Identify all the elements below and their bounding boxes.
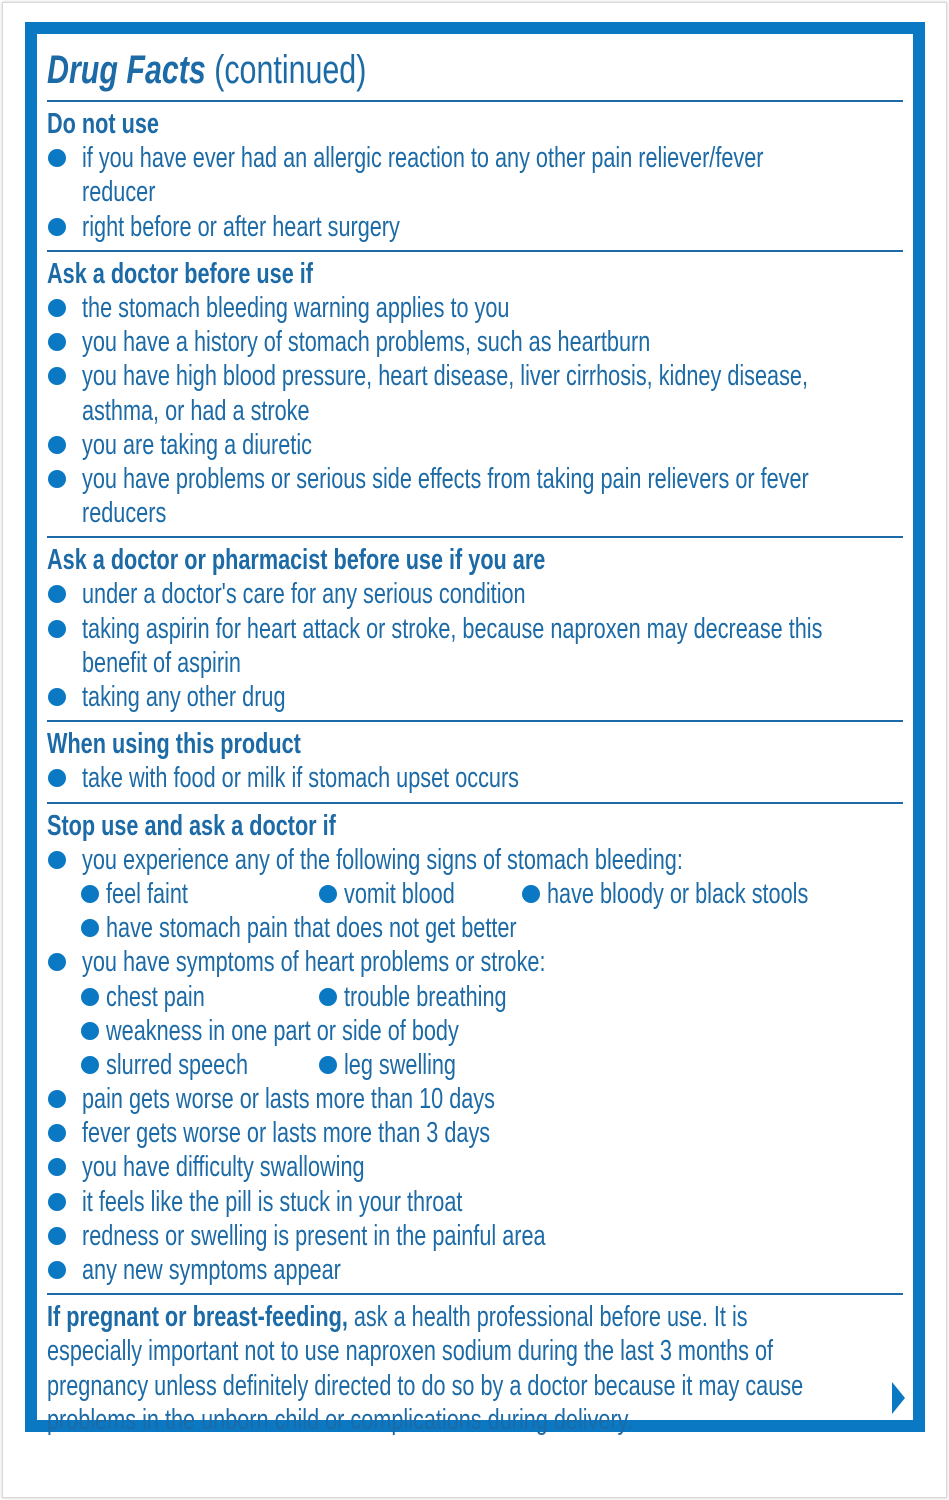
bullet-icon (319, 988, 337, 1006)
bullet-icon (48, 1227, 66, 1245)
list-item-text: you have symptoms of heart problems or stroke: (82, 946, 546, 979)
bullet-icon (81, 885, 99, 903)
list-item (47, 1219, 903, 1253)
section-heading: Stop use and ask a doctor if (47, 809, 336, 842)
section-heading: Ask a doctor before use if (47, 257, 314, 290)
list-item-continuation (47, 175, 903, 209)
list-item-text: you have a history of stomach problems, such as heartburn (82, 326, 651, 359)
list-item-text: taking any other drug (82, 681, 286, 713)
bullet-icon (48, 585, 66, 603)
list-item (47, 612, 903, 646)
title-bold: Drug Facts (47, 48, 206, 92)
list-item-text: reducer (82, 176, 156, 209)
bullet-icon (48, 333, 66, 351)
bullet-icon (48, 1261, 66, 1279)
section-pregnancy (47, 1295, 903, 1443)
bullet-icon (48, 1124, 66, 1142)
list-item-continuation (47, 394, 903, 428)
list-item (47, 577, 903, 611)
list-item (47, 428, 903, 462)
sub-list-item-text: have stomach pain that does not get better (106, 912, 517, 945)
sub-list-row (47, 1014, 903, 1048)
list-item (47, 462, 903, 496)
bullet-icon (48, 299, 66, 317)
list-item (47, 1116, 903, 1150)
list-item-text: you have difficulty swallowing (82, 1151, 365, 1184)
list-item (47, 325, 903, 359)
sub-list-item-text: slurred speech (106, 1048, 249, 1081)
page-title (47, 34, 903, 102)
sub-list-item-text: chest pain (106, 980, 205, 1013)
drug-facts-panel (25, 22, 925, 1436)
list-item-text: if you have ever had an allergic reaction to any other pain reliever/fever (82, 142, 764, 175)
list-item-continuation (47, 646, 903, 680)
list-item (47, 680, 903, 714)
section (47, 102, 903, 252)
list-item-text: reducers (82, 497, 167, 530)
list-item (47, 843, 903, 877)
bullet-icon (48, 367, 66, 385)
bullet-icon (81, 1056, 99, 1074)
section (47, 804, 903, 1296)
list-item (47, 1253, 903, 1287)
bullet-icon (81, 919, 99, 937)
list-item (47, 359, 903, 393)
list-item (47, 291, 903, 325)
bullet-icon (48, 218, 66, 236)
pregnancy-text: ask a health professional before use. It is (347, 1301, 748, 1334)
section-heading: When using this product (47, 728, 301, 761)
section (47, 538, 903, 722)
bullet-icon (81, 1022, 99, 1040)
pregnancy-text: pregnancy unless definitely directed to do so by a doctor because it may cause (47, 1369, 804, 1402)
list-item-continuation (47, 496, 903, 530)
bullet-icon (319, 885, 337, 903)
list-item-text: you are taking a diuretic (82, 428, 312, 461)
pregnancy-text: especially important not to use naproxen sodium during the last 3 months of (47, 1335, 774, 1368)
list-item-text: benefit of aspirin (82, 646, 241, 679)
list-item-text: any new symptoms appear (82, 1254, 341, 1286)
list-item-text: take with food or milk if stomach upset occurs (82, 762, 519, 795)
bullet-icon (48, 436, 66, 454)
bullet-icon (48, 470, 66, 488)
sub-list-item-text: weakness in one part or side of body (106, 1014, 459, 1047)
bullet-icon (319, 1056, 337, 1074)
list-item-text: under a doctor's care for any serious condition (82, 578, 526, 611)
sub-list-item-text: leg swelling (344, 1048, 456, 1081)
bullet-icon (48, 769, 66, 787)
sub-list-row (47, 980, 903, 1014)
sub-list-item-text: have bloody or black stools (547, 877, 809, 910)
bullet-icon (522, 885, 540, 903)
bullet-icon (48, 1090, 66, 1108)
pregnancy-heading: If pregnant or breast-feeding, (47, 1301, 348, 1334)
title-rest: (continued) (205, 48, 367, 92)
sub-list-item-text: feel faint (106, 877, 188, 910)
list-item (47, 1150, 903, 1184)
section (47, 722, 903, 803)
list-item-text: you experience any of the following signs of stomach bleeding: (82, 843, 683, 876)
list-item (47, 1185, 903, 1219)
list-item (47, 761, 903, 795)
list-item-text: you have high blood pressure, heart disease, liver cirrhosis, kidney disease, (82, 360, 809, 393)
bullet-icon (81, 988, 99, 1006)
list-item-text: redness or swelling is present in the painful area (82, 1219, 546, 1252)
list-item-text: asthma, or had a stroke (82, 394, 310, 427)
continue-arrow-icon (892, 1382, 905, 1414)
list-item-text: you have problems or serious side effects from taking pain relievers or fever (82, 462, 809, 495)
list-item-text: right before or after heart surgery (82, 210, 400, 243)
bullet-icon (48, 1193, 66, 1211)
list-item (47, 945, 903, 979)
sub-list-row (47, 877, 903, 911)
list-item (47, 210, 903, 244)
bullet-icon (48, 620, 66, 638)
list-item (47, 141, 903, 175)
sub-list-row (47, 1048, 903, 1082)
pregnancy-text: problems in the unborn child or complications during delivery. (47, 1403, 633, 1436)
bullet-icon (48, 1158, 66, 1176)
list-item-text: the stomach bleeding warning applies to you (82, 291, 510, 324)
sub-list-row (47, 911, 903, 945)
bullet-icon (48, 149, 66, 167)
list-item (47, 1082, 903, 1116)
list-item-text: fever gets worse or lasts more than 3 days (82, 1117, 491, 1150)
list-item-text: it feels like the pill is stuck in your throat (82, 1185, 463, 1218)
section-heading: Ask a doctor or pharmacist before use if you are (47, 544, 546, 577)
bullet-icon (48, 851, 66, 869)
sub-list-item-text: vomit blood (344, 877, 455, 910)
bullet-icon (48, 688, 66, 706)
bullet-icon (48, 953, 66, 971)
sub-list-item-text: trouble breathing (344, 980, 507, 1013)
section-heading: Do not use (47, 108, 159, 140)
list-item-text: pain gets worse or lasts more than 10 days (82, 1083, 495, 1116)
list-item-text: taking aspirin for heart attack or stroke, because naproxen may decrease this (82, 612, 823, 645)
section (47, 252, 903, 539)
